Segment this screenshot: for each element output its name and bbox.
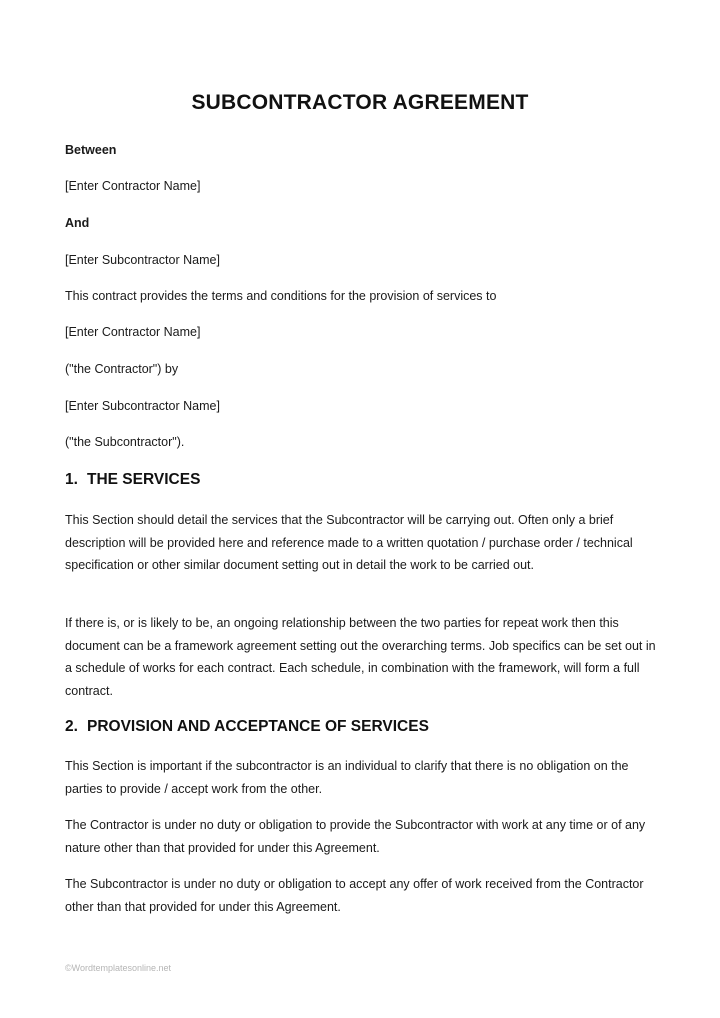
footer-watermark: ©Wordtemplatesonline.net (65, 963, 172, 973)
section-2-paragraph-2: The Contractor is under no duty or obligation to provide the Subcontractor with work at any time or of any nature other than that provided for under this Agreement. (65, 818, 646, 855)
section-1-number: 1. (65, 471, 78, 488)
section-2-paragraph-3: The Subcontractor is under no duty or obligation to accept any offer of work received from the Contractor other than that provided for under this Agreement. (65, 877, 644, 914)
section-1-paragraph-1: This Section should detail the services that the Subcontractor will be carrying out. Often only a brief description will be provided here and reference made to a written quotation / purchase order / technical specification or other similar document setting out in detail the work to be carried out. (65, 513, 633, 572)
contractor-name-placeholder: [Enter Contractor Name] (65, 179, 201, 193)
document-title: SUBCONTRACTOR AGREEMENT (191, 91, 529, 114)
section-1-paragraph-2: If there is, or is likely to be, an ongoing relationship between the two parties for repeat work then this document can be a framework agreement setting out the overarching terms. Job specifics can be set out in a schedule of works for each contract. Each schedule, in combination with the framework, will form a full contract. (65, 616, 656, 698)
and-label: And (65, 216, 90, 230)
section-2-heading (65, 718, 429, 736)
section-2-number: 2. (65, 718, 78, 735)
subcontractor-name-placeholder: [Enter Subcontractor Name] (65, 253, 220, 267)
intro-text: This contract provides the terms and conditions for the provision of services to (65, 289, 497, 303)
section-1-title: THE SERVICES (87, 471, 201, 488)
contractor-alias: ("the Contractor") by (65, 362, 179, 376)
subcontractor-alias: ("the Subcontractor"). (65, 435, 185, 449)
subcontractor-name-placeholder-2: [Enter Subcontractor Name] (65, 399, 220, 413)
section-1-heading (65, 471, 200, 489)
section-2-title: PROVISION AND ACCEPTANCE OF SERVICES (87, 718, 429, 735)
between-label: Between (65, 143, 117, 157)
contractor-name-placeholder-2: [Enter Contractor Name] (65, 325, 201, 339)
section-2-paragraph-1: This Section is important if the subcontractor is an individual to clarify that there is no obligation on the parties to provide / accept work from the other. (65, 759, 629, 796)
